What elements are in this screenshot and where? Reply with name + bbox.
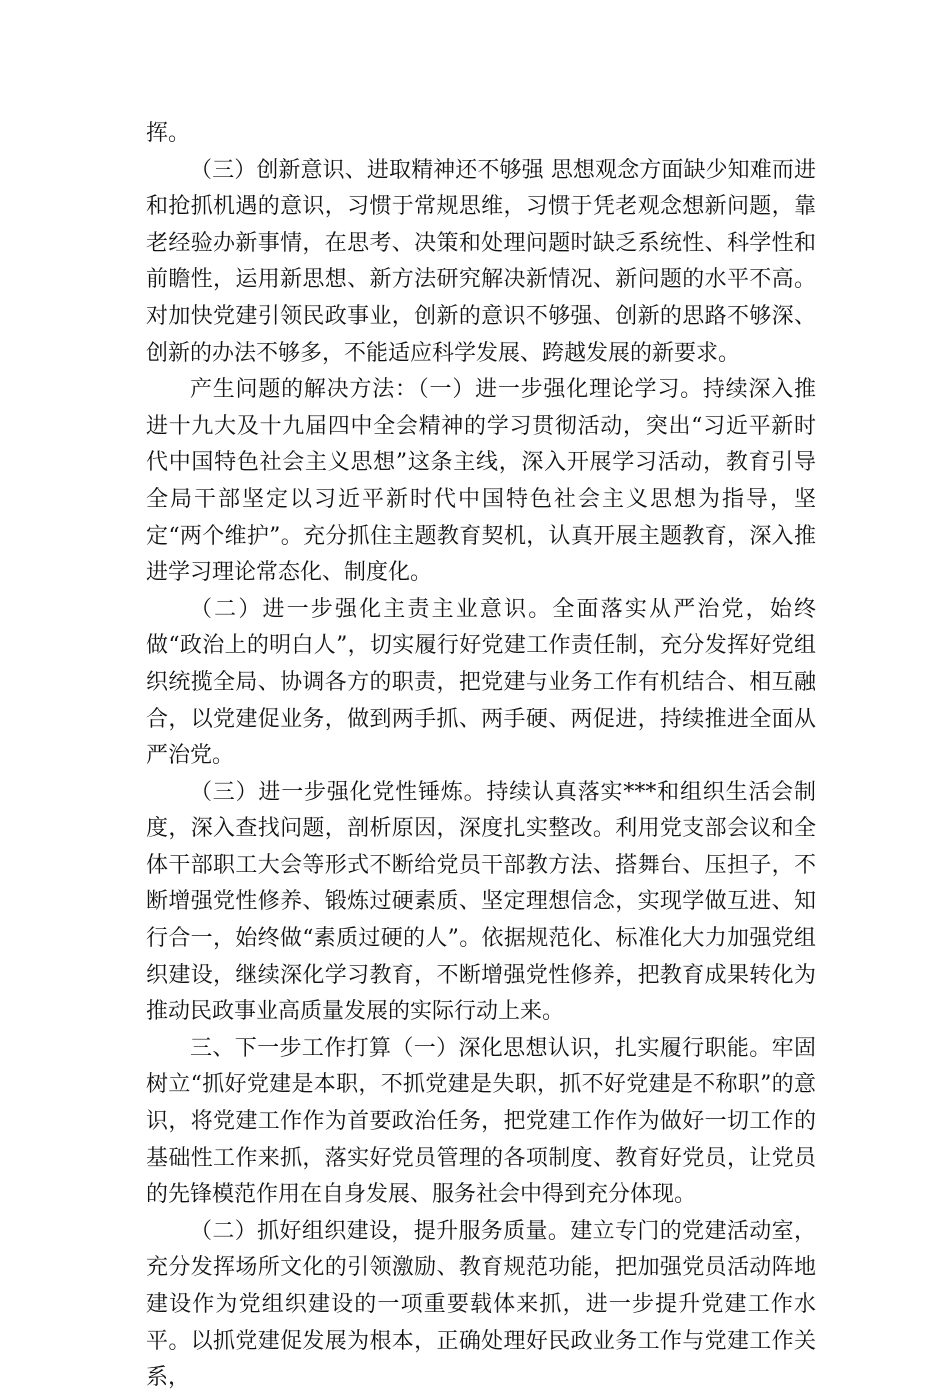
paragraph-organization-building: （二）抓好组织建设，提升服务质量。建立专门的党建活动室，充分发挥场所文化的引领激励、教育规范功能，把加强党员活动阵地建设作为党组织建设的一项重要载体来抓，进一步提升党建工作水平。以抓党建促发展为根本，正确处理好民政业务工作与党建工作关系， bbox=[146, 1218, 816, 1391]
paragraph-innovation-awareness: （三）创新意识、进取精神还不够强 思想观念方面缺少知难而进和抢抓机遇的意识，习惯于常规思维，习惯于凭老观念想新问题，靠老经验办新事情，在思考、决策和处理问题时缺乏系统性、科学性和前瞻性，运用新思想、新方法研究解决新情况、新问题的水平不高。对加快党建引领民政事业，创新的意识不够强、创新的思路不够深、创新的办法不够多，不能适应科学发展、跨越发展的新要求。 bbox=[146, 157, 816, 366]
paragraph-party-spirit: （三）进一步强化党性锤炼。持续认真落实***和组织生活会制度，深入查找问题，剖析原因，深度扎实整改。利用党支部会议和全体干部职工大会等形式不断给党员干部教方法、搭舞台、压担子，不断增强党性修养、锻炼过硬素质、坚定理想信念，实现学做互进、知行合一，始终做“素质过硬的人”。依据规范化、标准化大力加强党组织建设，继续深化学习教育，不断增强党性修养，把教育成果转化为推动民政事业高质量发展的实际行动上来。 bbox=[146, 779, 816, 1025]
document-body bbox=[146, 116, 816, 1397]
paragraph-next-steps: 三、下一步工作打算（一）深化思想认识，扎实履行职能。牢固树立“抓好党建是本职，不抓党建是失职，抓不好党建是不称职”的意识，将党建工作作为首要政治任务，把党建工作作为做好一切工作的基础性工作来抓，落实好党员管理的各项制度、教育好党员，让党员的先锋模范作用在自身发展、服务社会中得到充分体现。 bbox=[146, 1035, 816, 1208]
paragraph-solutions-theory-study: 产生问题的解决方法：（一）进一步强化理论学习。持续深入推进十九大及十九届四中全会精神的学习贯彻活动，突出“习近平新时代中国特色社会主义思想”这条主线，深入开展学习活动，教育引导全局干部坚定以习近平新时代中国特色社会主义思想为指导，坚定“两个维护”。充分抓住主题教育契机，认真开展主题教育，深入推进学习理论常态化、制度化。 bbox=[146, 377, 816, 586]
paragraph-main-responsibility: （二）进一步强化主责主业意识。全面落实从严治党，始终做“政治上的明白人”，切实履行好党建工作责任制，充分发挥好党组织统揽全局、协调各方的职责，把党建与业务工作有机结合、相互融合，以党建促业务，做到两手抓、两手硬、两促进，持续推进全面从严治党。 bbox=[146, 596, 816, 769]
paragraph-continuation: 挥。 bbox=[146, 121, 191, 146]
